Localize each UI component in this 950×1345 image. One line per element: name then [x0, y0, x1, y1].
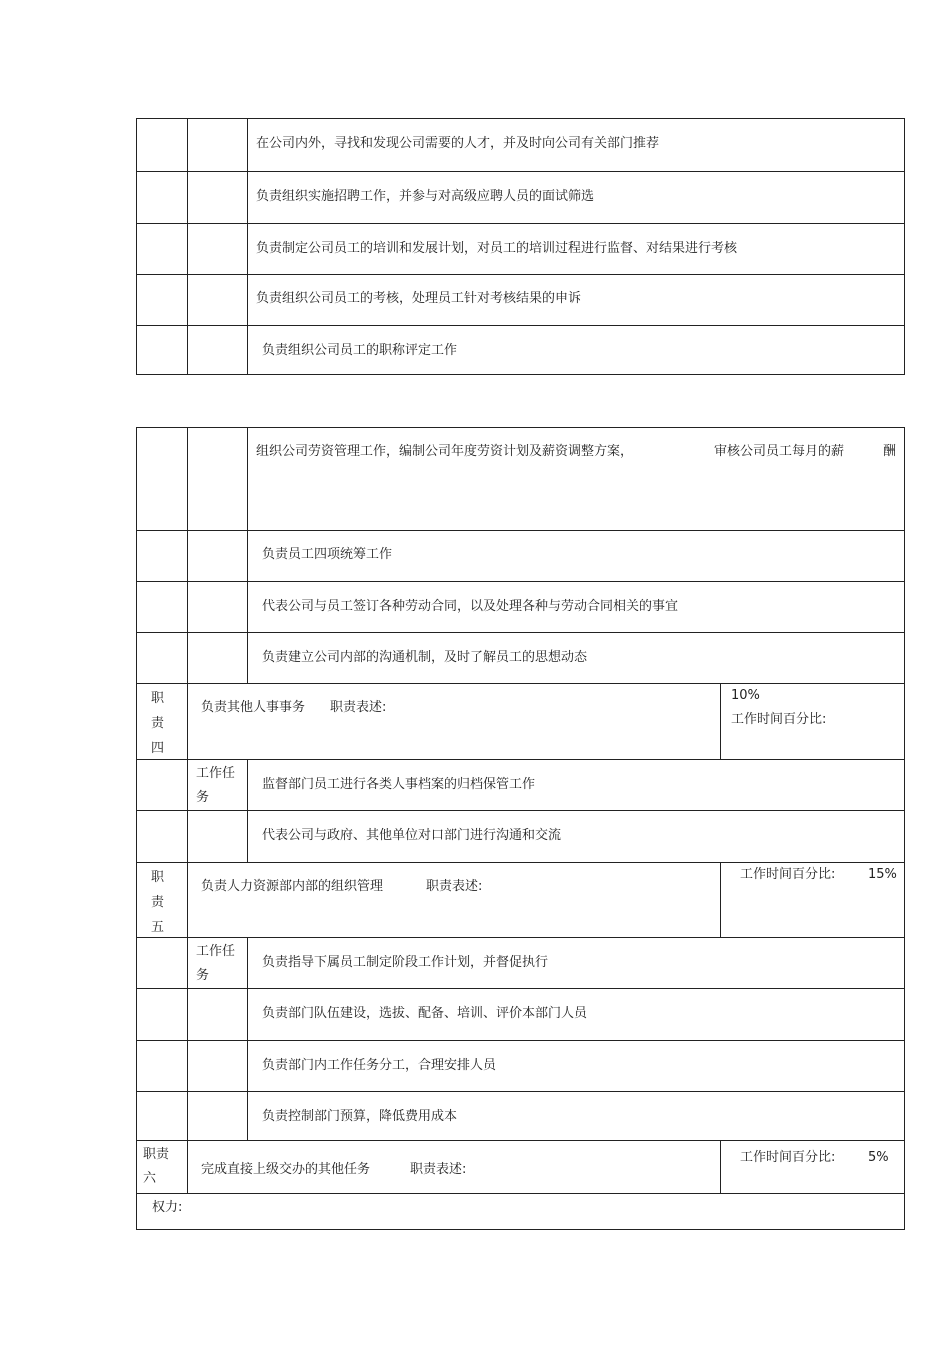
- empty-cell: [188, 428, 248, 530]
- task-cell: [248, 811, 904, 862]
- table-row: [137, 1040, 904, 1091]
- task-label: 工作任务: [196, 944, 236, 983]
- time-percent-label: 工作时间百分比:: [731, 712, 827, 727]
- duty-label-cell: [137, 1141, 188, 1193]
- authority-row: [137, 1193, 904, 1230]
- empty-cell: [188, 119, 248, 171]
- task-text: 负责组织公司员工的职称评定工作: [262, 343, 458, 358]
- empty-cell: [137, 582, 188, 632]
- empty-cell: [188, 224, 248, 274]
- task-text: 负责员工四项统筹工作: [262, 547, 393, 562]
- table-row: [137, 937, 904, 988]
- duty-label-cell: [137, 863, 188, 937]
- task-cell: [248, 1092, 904, 1140]
- empty-cell: [137, 989, 188, 1040]
- empty-cell: [137, 275, 188, 325]
- task-text: 负责控制部门预算，降低费用成本: [262, 1109, 458, 1124]
- empty-cell: [137, 119, 188, 171]
- time-percent-value: 5%: [868, 1150, 889, 1165]
- task-text: 负责指导下属员工制定阶段工作计划，并督促执行: [262, 955, 549, 970]
- task-text: 负责建立公司内部的沟通机制，及时了解员工的思想动态: [262, 650, 588, 665]
- table-row: [137, 223, 904, 274]
- duties-table-top: [136, 118, 905, 375]
- task-cell: [248, 172, 904, 223]
- empty-cell: [188, 172, 248, 223]
- duty-text: 负责人力资源部内部的组织管理: [201, 879, 384, 894]
- duty-row: [137, 862, 904, 937]
- task-text: 负责部门队伍建设，选拔、配备、培训、评价本部门人员: [262, 1006, 588, 1021]
- empty-cell: [188, 811, 248, 862]
- empty-cell: [137, 531, 188, 581]
- task-cell: [248, 582, 904, 632]
- table-row: [137, 530, 904, 581]
- task-text: 负责制定公司员工的培训和发展计划，对员工的培训过程进行监督、对结果进行考核: [256, 241, 738, 256]
- duty-desc-label: 职责表述:: [426, 879, 483, 894]
- empty-cell: [137, 633, 188, 683]
- time-percent-cell: [720, 1141, 904, 1193]
- task-text: 监督部门员工进行各类人事档案的归档保管工作: [262, 777, 536, 792]
- empty-cell: [137, 428, 188, 530]
- empty-cell: [188, 326, 248, 374]
- empty-cell: [188, 633, 248, 683]
- empty-cell: [137, 811, 188, 862]
- table-row: [137, 810, 904, 862]
- empty-cell: [188, 531, 248, 581]
- task-label-cell: [188, 760, 248, 810]
- authority-label: 权力:: [152, 1200, 183, 1215]
- duty-row: [137, 683, 904, 759]
- table-row: [137, 581, 904, 632]
- duty-desc-label: 职责表述:: [330, 700, 387, 715]
- task-label-cell: [188, 938, 248, 988]
- task-label: 工作任务: [196, 766, 236, 805]
- task-cell: [248, 633, 904, 683]
- table-row: [137, 274, 904, 325]
- task-text: 负责组织公司员工的考核，处理员工针对考核结果的申诉: [256, 291, 582, 306]
- table-row: [137, 759, 904, 810]
- duty-label-cell: [137, 684, 188, 759]
- empty-cell: [137, 1092, 188, 1140]
- table-row: [137, 325, 904, 374]
- task-text: 负责组织实施招聘工作，并参与对高级应聘人员的面试筛选: [256, 189, 595, 204]
- empty-cell: [137, 938, 188, 988]
- time-percent-label: 工作时间百分比:: [740, 867, 836, 882]
- duty-label: 职责六: [143, 1147, 170, 1186]
- table-row: [137, 988, 904, 1040]
- time-percent-cell: [720, 863, 904, 937]
- duties-table-bottom: [136, 427, 905, 1230]
- time-percent-cell: [720, 684, 904, 759]
- table-row: [137, 428, 904, 530]
- task-cell: [248, 938, 904, 988]
- empty-cell: [188, 582, 248, 632]
- task-text: 代表公司与员工签订各种劳动合同，以及处理各种与劳动合同相关的事宜: [262, 599, 679, 614]
- duty-text: 负责其他人事事务: [201, 700, 306, 715]
- task-text-end: 酬: [883, 444, 897, 459]
- task-cell: [248, 989, 904, 1040]
- task-cell: [248, 119, 904, 171]
- empty-cell: [137, 760, 188, 810]
- task-text: 在公司内外，寻找和发现公司需要的人才，并及时向公司有关部门推荐: [256, 136, 660, 151]
- task-text-continued: 审核公司员工每月的薪: [714, 444, 845, 459]
- task-text: 代表公司与政府、其他单位对口部门进行沟通和交流: [262, 828, 562, 843]
- empty-cell: [188, 1092, 248, 1140]
- task-cell: [248, 531, 904, 581]
- table-row: [137, 632, 904, 683]
- table-row: [137, 171, 904, 223]
- task-cell: [248, 428, 904, 530]
- empty-cell: [188, 275, 248, 325]
- time-percent-value: 15%: [868, 867, 897, 882]
- empty-cell: [188, 1041, 248, 1091]
- empty-cell: [137, 1041, 188, 1091]
- task-text: 负责部门内工作任务分工，合理安排人员: [262, 1058, 497, 1073]
- table-row: [137, 119, 904, 171]
- empty-cell: [137, 326, 188, 374]
- table-row: [137, 1091, 904, 1140]
- time-percent-value: 10%: [731, 688, 760, 703]
- time-percent-label: 工作时间百分比:: [740, 1150, 836, 1165]
- task-cell: [248, 224, 904, 274]
- empty-cell: [188, 989, 248, 1040]
- empty-cell: [137, 224, 188, 274]
- task-cell: [248, 760, 904, 810]
- duty-label: 职责五: [151, 870, 165, 935]
- task-cell: [248, 275, 904, 325]
- empty-cell: [137, 172, 188, 223]
- duty-text: 完成直接上级交办的其他任务: [201, 1162, 371, 1177]
- task-cell: [248, 1041, 904, 1091]
- duty-label: 职责四: [151, 691, 165, 756]
- duty-row: [137, 1140, 904, 1193]
- task-cell: [248, 326, 904, 374]
- duty-desc-label: 职责表述:: [410, 1162, 467, 1177]
- task-text: 组织公司劳资管理工作，编制公司年度劳资计划及薪资调整方案，: [256, 444, 634, 459]
